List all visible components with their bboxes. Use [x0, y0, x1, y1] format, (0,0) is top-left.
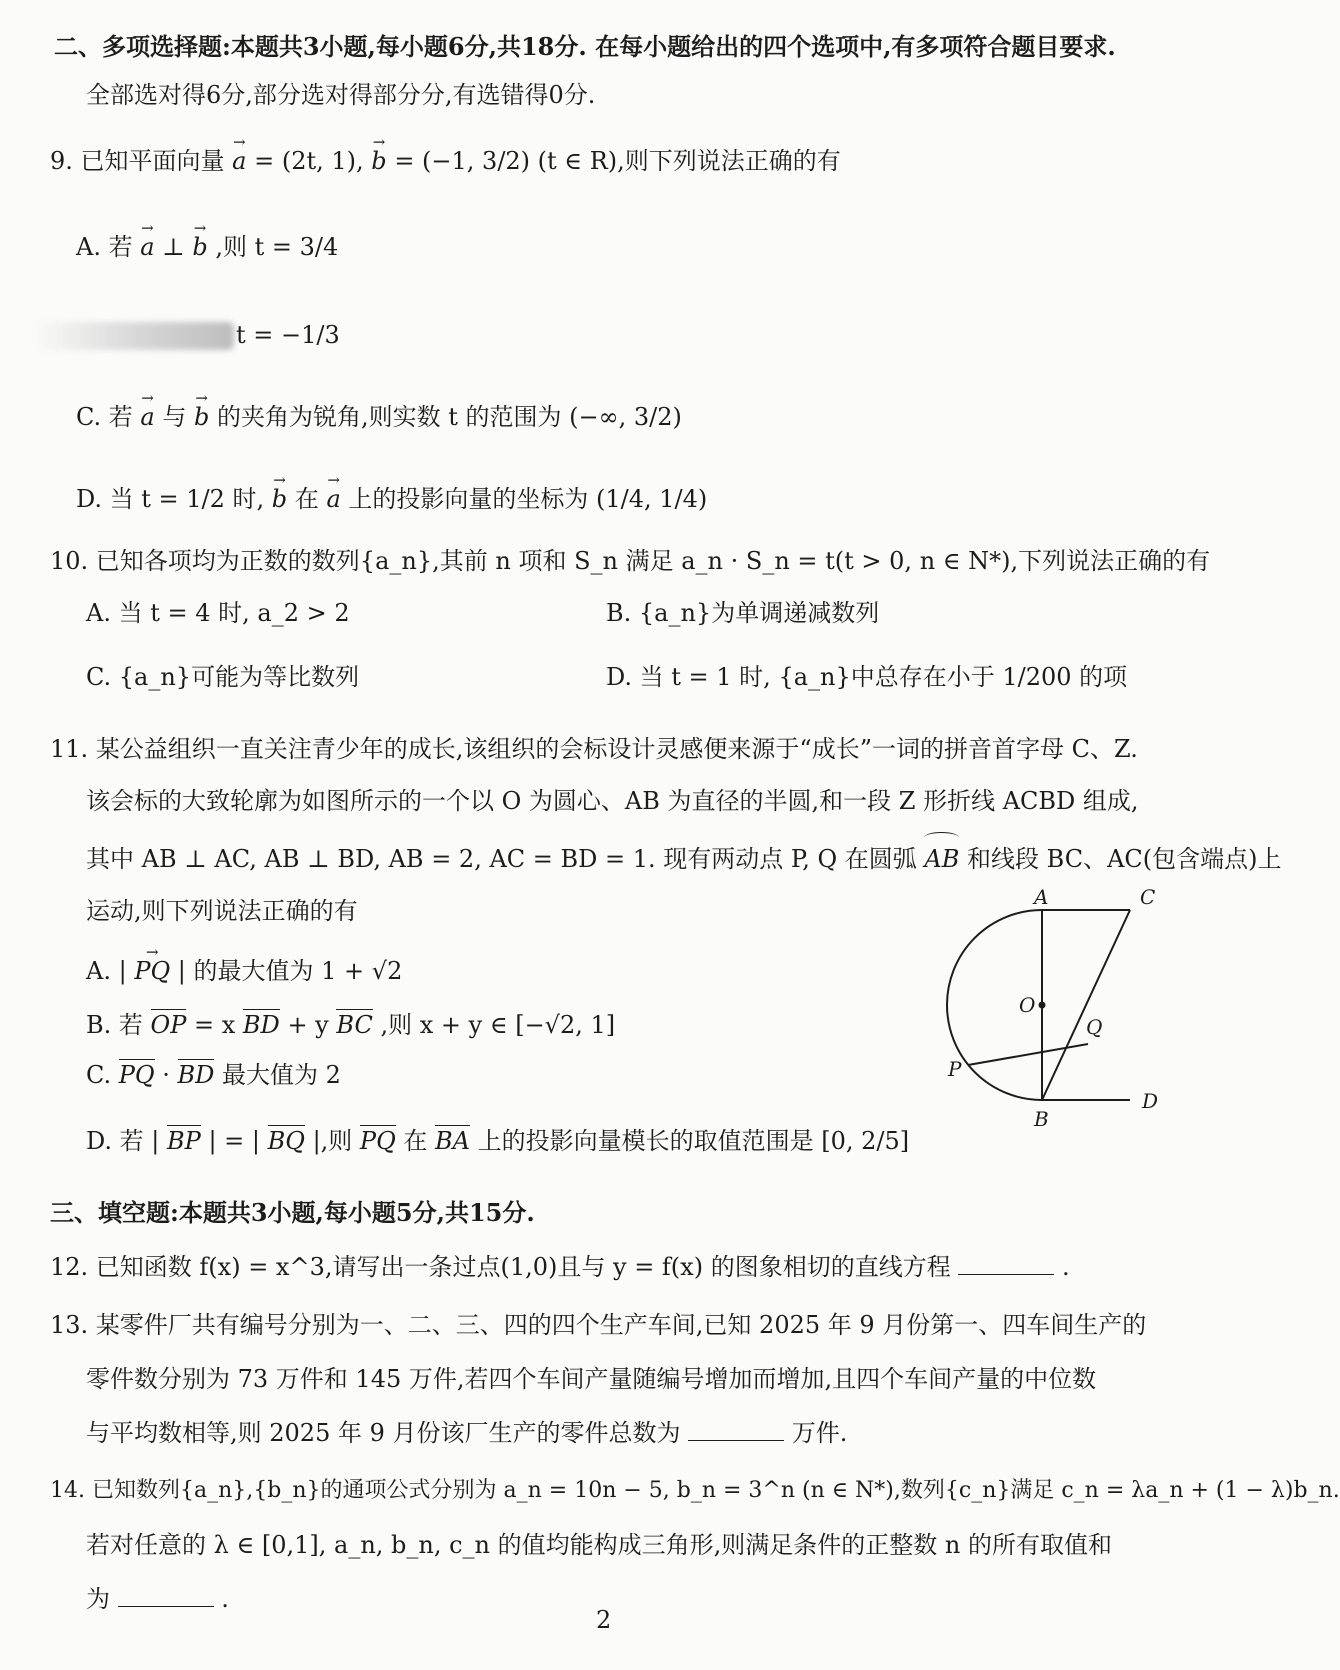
label-c: C	[1140, 885, 1156, 909]
option-text: ,则 t = 3/4	[215, 233, 339, 261]
vector-op: OP	[150, 1011, 187, 1039]
section2-heading: 二、多项选择题:本题共3小题,每小题6分,共18分. 在每小题给出的四个选项中,有多项符合题目要求.	[54, 32, 1116, 61]
option-text: |,则	[312, 1127, 360, 1155]
option-text: 在	[294, 485, 327, 513]
vector-a: → a	[232, 140, 246, 178]
option-text: + y	[287, 1011, 337, 1039]
option-text: D. 若 |	[86, 1127, 160, 1155]
vector-pq: → PQ	[134, 950, 170, 988]
vector-bp: BP	[167, 1127, 201, 1155]
vector-bq: BQ	[267, 1127, 305, 1155]
section3-heading: 三、填空题:本题共3小题,每小题5分,共15分.	[50, 1198, 535, 1227]
arc-label: AB	[924, 845, 960, 873]
q11-option-d	[86, 1124, 909, 1158]
option-text: 在	[403, 1127, 436, 1155]
option-text: B. 若	[86, 1011, 151, 1039]
q14-line1: 14. 已知数列{a_n},{b_n}的通项公式分别为 a_n = 10n − 5, b_n = 3^n (n ∈ N*),数列{c_n}满足 c_n = λa_n + (1 − λ)b_n.	[50, 1478, 1340, 1503]
option-text: A. |	[86, 957, 127, 985]
label-o: O	[1019, 993, 1036, 1017]
option-text: ⊥	[162, 233, 193, 261]
option-text: 与	[162, 403, 194, 431]
q13-line3	[86, 1416, 847, 1450]
arc-mark	[924, 832, 959, 843]
logo-diagram	[930, 885, 1170, 1131]
q9-stem-text: = (2t, 1),	[254, 147, 372, 175]
q11-line2: 该会标的大致轮廓为如图所示的一个以 O 为圆心、AB 为直径的半圆,和一段 Z 形折线 ACBD 组成,	[86, 787, 1139, 815]
q9-stem-text: 9. 已知平面向量	[50, 147, 225, 175]
q9-option-c	[76, 396, 682, 434]
option-text: 的夹角为锐角,则实数 t 的范围为 (−∞, 3/2)	[217, 403, 682, 431]
option-text: C. 若	[76, 403, 141, 431]
q10-option-b: B. {a_n}为单调递减数列	[606, 599, 880, 627]
option-text: A. 若	[76, 233, 141, 261]
q11-option-a	[86, 950, 402, 988]
q11-line4: 运动,则下列说法正确的有	[86, 897, 358, 925]
blurred-region	[34, 322, 234, 350]
q9-stem-text: = (−1, 3/2) (t ∈ R),则下列说法正确的有	[394, 147, 841, 175]
label-b: B	[1034, 1107, 1049, 1131]
option-text: = x	[194, 1011, 243, 1039]
q9-option-d	[76, 478, 707, 516]
segment-pq	[968, 1044, 1088, 1065]
option-text: ,则 x + y ∈ [−√2, 1]	[380, 1011, 616, 1039]
vector-a: → a	[140, 226, 154, 264]
q11-text: 其中 AB ⊥ AC, AB ⊥ BD, AB = 2, AC = BD = 1. 现有两动点 P, Q 在圆弧	[86, 845, 917, 873]
vector-a: → a	[140, 396, 154, 434]
label-p: P	[948, 1057, 962, 1081]
option-text: | = |	[208, 1127, 260, 1155]
q11-option-c	[86, 1058, 341, 1092]
q13-end: 万件.	[791, 1419, 848, 1447]
q12	[50, 1250, 1070, 1284]
option-text: 上的投影向量模长的取值范围是 [0, 2/5]	[477, 1127, 910, 1155]
vector-b: → b	[192, 226, 207, 264]
q11-line3	[86, 842, 1282, 876]
segment-cb	[1042, 910, 1130, 1100]
q14-end: .	[221, 1585, 229, 1613]
option-text: | 的最大值为 1 + √2	[177, 957, 403, 985]
option-text: 上的投影向量的坐标为 (1/4, 1/4)	[348, 485, 708, 513]
answer-blank	[118, 1584, 214, 1607]
vector-pq: PQ	[359, 1127, 396, 1155]
q9-option-a	[76, 226, 338, 264]
q10-stem: 10. 已知各项均为正数的数列{a_n},其前 n 项和 S_n 满足 a_n · S_n = t(t > 0, n ∈ N*),下列说法正确的有	[50, 547, 1211, 575]
vector-bc: BC	[336, 1011, 373, 1039]
q14-text: 为	[86, 1585, 110, 1613]
label-a: A	[1034, 885, 1049, 909]
vector-pq: PQ	[118, 1061, 155, 1089]
vector-b: → b	[194, 396, 209, 434]
vector-b: → b	[371, 140, 386, 178]
label-q: Q	[1086, 1015, 1103, 1039]
page-number: 2	[596, 1606, 612, 1634]
vector-bd: BD	[177, 1061, 215, 1089]
center-point-o	[1039, 1002, 1046, 1009]
q10-option-d: D. 当 t = 1 时, {a_n}中总存在小于 1/200 的项	[606, 663, 1128, 691]
q14-line2: 若对任意的 λ ∈ [0,1], a_n, b_n, c_n 的值均能构成三角形,则满足条件的正整数 n 的所有取值和	[86, 1531, 1112, 1559]
option-text: ·	[162, 1061, 178, 1089]
vector-b: → b	[272, 478, 287, 516]
section2-instructions: 全部选对得6分,部分选对得部分分,有选错得0分.	[86, 81, 596, 109]
q12-text: 12. 已知函数 f(x) = x^3,请写出一条过点(1,0)且与 y = f(x) 的图象相切的直线方程	[50, 1253, 951, 1281]
option-text: 最大值为 2	[222, 1061, 341, 1089]
q9-option-b-visible: t = −1/3	[236, 321, 340, 349]
label-d: D	[1142, 1089, 1159, 1113]
q13-line1: 13. 某零件厂共有编号分别为一、二、三、四的四个生产车间,已知 2025 年 9 月份第一、四车间生产的	[50, 1311, 1147, 1339]
option-text: C.	[86, 1061, 119, 1089]
q11-figure	[930, 885, 1170, 1136]
arc-ab	[924, 842, 959, 876]
answer-blank	[958, 1252, 1054, 1275]
q12-end: .	[1061, 1253, 1070, 1281]
vector-ba: BA	[435, 1127, 470, 1155]
q11-line1: 11. 某公益组织一直关注青少年的成长,该组织的会标设计灵感便来源于“成长”一词的拼音首字母 C、Z.	[50, 735, 1138, 763]
vector-a: → a	[326, 478, 340, 516]
option-text: D. 当 t = 1/2 时,	[76, 485, 272, 513]
q10-option-a: A. 当 t = 4 时, a_2 > 2	[86, 599, 350, 627]
q11-option-b	[86, 1008, 615, 1042]
q11-text: 和线段 BC、AC(包含端点)上	[967, 845, 1282, 873]
q10-option-c: C. {a_n}可能为等比数列	[86, 663, 360, 691]
answer-blank	[688, 1418, 784, 1441]
q14-line3	[86, 1582, 229, 1616]
q9-stem	[50, 140, 841, 178]
vector-bd: BD	[242, 1011, 280, 1039]
q13-line2: 零件数分别为 73 万件和 145 万件,若四个车间产量随编号增加而增加,且四个车间产量的中位数	[86, 1365, 1097, 1393]
q13-text: 与平均数相等,则 2025 年 9 月份该厂生产的零件总数为	[86, 1419, 681, 1447]
